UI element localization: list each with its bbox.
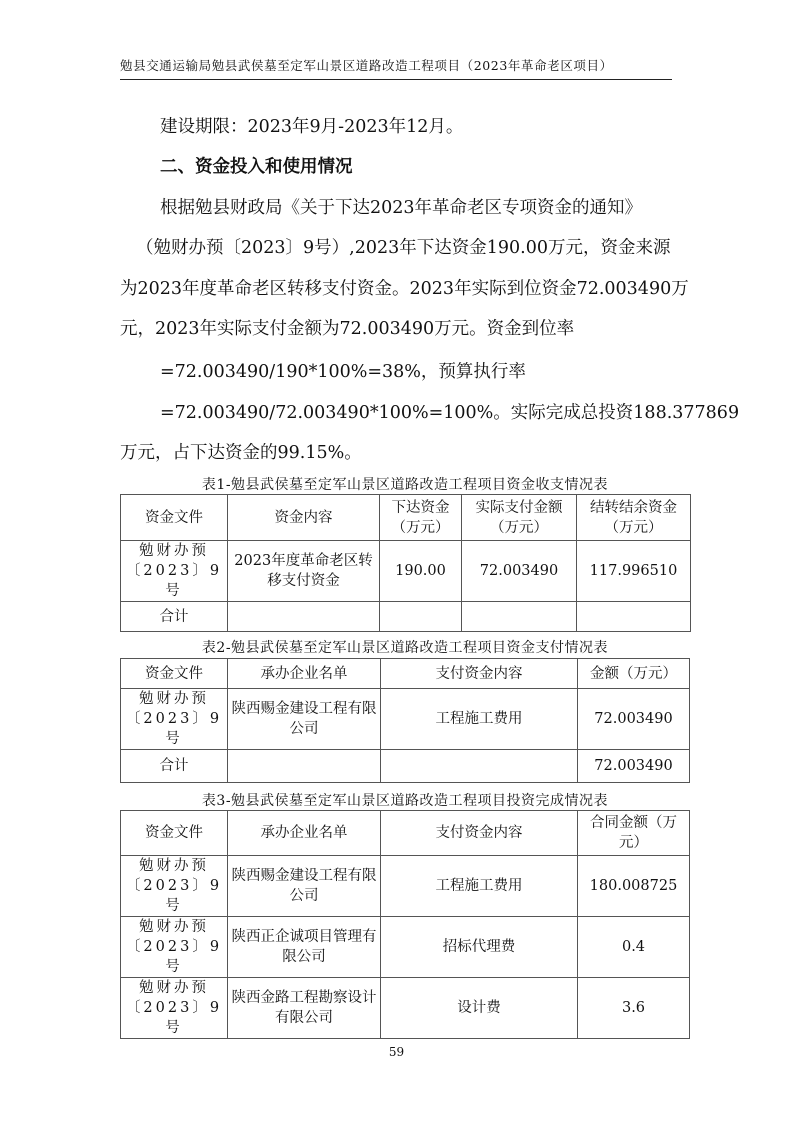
table3-cell: 勉财办预〔2023〕9号	[121, 917, 228, 978]
table3-header-cell: 承办企业名单	[228, 811, 381, 856]
page-number: 59	[388, 1045, 405, 1059]
table1-header-row	[121, 495, 691, 541]
table3-header-cell: 合同金额（万元）	[578, 811, 690, 856]
table1-header-cell: 资金文件	[121, 495, 228, 541]
construction-period: 建设期限：2023年9月-2023年12月。	[160, 117, 464, 137]
table3-cell: 工程施工费用	[381, 856, 578, 917]
table1-header-cell: 资金内容	[228, 495, 380, 541]
table2-caption: 表2-勉县武侯墓至定军山景区道路改造工程项目资金支付情况表	[201, 640, 609, 656]
table1-header-cell: 实际支付金额（万元）	[462, 495, 577, 541]
table2-header-cell: 承办企业名单	[228, 659, 381, 689]
table1-cell-empty	[380, 602, 462, 632]
table2-header-row	[121, 659, 690, 689]
table3-cell: 陕西金路工程勘察设计有限公司	[228, 978, 381, 1039]
table1-header-cell: 下达资金（万元）	[380, 495, 462, 541]
body-line-2: （勉财办预〔2023〕9号）,2023年下达资金190.00万元，资金来源	[136, 238, 671, 258]
table2-header-cell: 金额（万元）	[578, 659, 690, 689]
table1	[120, 494, 691, 632]
table2-header-cell: 资金文件	[121, 659, 228, 689]
table2-cell-empty	[381, 750, 578, 783]
table2	[120, 658, 690, 783]
table3-header-cell: 资金文件	[121, 811, 228, 856]
table3-cell: 3.6	[578, 978, 690, 1039]
table2-total-row	[121, 750, 690, 783]
table3-cell: 勉财办预〔2023〕9号	[121, 856, 228, 917]
table1-cell: 2023年度革命老区转移支付资金	[228, 541, 380, 602]
table1-cell-empty	[577, 602, 691, 632]
table1-cell-empty	[462, 602, 577, 632]
table-row	[121, 541, 691, 602]
table-row	[121, 917, 690, 978]
table1-total-label: 合计	[121, 602, 228, 632]
section-heading: 二、资金投入和使用情况	[160, 157, 353, 177]
table3	[120, 810, 690, 1039]
table3-caption: 表3-勉县武侯墓至定军山景区道路改造工程项目投资完成情况表	[201, 793, 609, 809]
table2-cell-empty	[228, 750, 381, 783]
table3-cell: 180.008725	[578, 856, 690, 917]
table2-cell: 工程施工费用	[381, 689, 578, 750]
body-line-1: 根据勉县财政局《关于下达2023年革命老区专项资金的通知》	[160, 198, 643, 218]
body-line-6: =72.003490/72.003490*100%=100%。实际完成总投资188.377869	[160, 403, 740, 423]
table2-total-label: 合计	[121, 750, 228, 783]
body-line-5: =72.003490/190*100%=38%，预算执行率	[160, 362, 526, 382]
table1-cell: 190.00	[380, 541, 462, 602]
body-line-7: 万元，占下达资金的99.15%。	[120, 443, 362, 463]
table1-header-cell: 结转结余资金（万元）	[577, 495, 691, 541]
table2-header-cell: 支付资金内容	[381, 659, 578, 689]
table3-header-cell: 支付资金内容	[381, 811, 578, 856]
table3-cell: 勉财办预〔2023〕9号	[121, 978, 228, 1039]
table2-cell: 陕西赐金建设工程有限公司	[228, 689, 381, 750]
page-header: 勉县交通运输局勉县武侯墓至定军山景区道路改造工程项目（2023年革命老区项目）	[120, 56, 672, 80]
table-row	[121, 856, 690, 917]
table3-cell: 招标代理费	[381, 917, 578, 978]
table1-cell-empty	[228, 602, 380, 632]
table2-cell: 勉财办预〔2023〕9号	[121, 689, 228, 750]
table3-header-row	[121, 811, 690, 856]
table2-total-value: 72.003490	[578, 750, 690, 783]
table3-cell: 0.4	[578, 917, 690, 978]
body-line-4: 元，2023年实际支付金额为72.003490万元。资金到位率	[120, 319, 575, 339]
table3-cell: 陕西赐金建设工程有限公司	[228, 856, 381, 917]
table1-caption: 表1-勉县武侯墓至定军山景区道路改造工程项目资金收支情况表	[201, 477, 609, 493]
table1-cell: 72.003490	[462, 541, 577, 602]
table3-cell: 陕西正企诚项目管理有限公司	[228, 917, 381, 978]
table1-cell: 117.996510	[577, 541, 691, 602]
body-line-3: 为2023年度革命老区转移支付资金。2023年实际到位资金72.003490万	[120, 279, 689, 299]
table3-cell: 设计费	[381, 978, 578, 1039]
table-row	[121, 689, 690, 750]
table1-cell: 勉财办预〔2023〕9号	[121, 541, 228, 602]
table1-total-row	[121, 602, 691, 632]
table-row	[121, 978, 690, 1039]
table2-cell: 72.003490	[578, 689, 690, 750]
